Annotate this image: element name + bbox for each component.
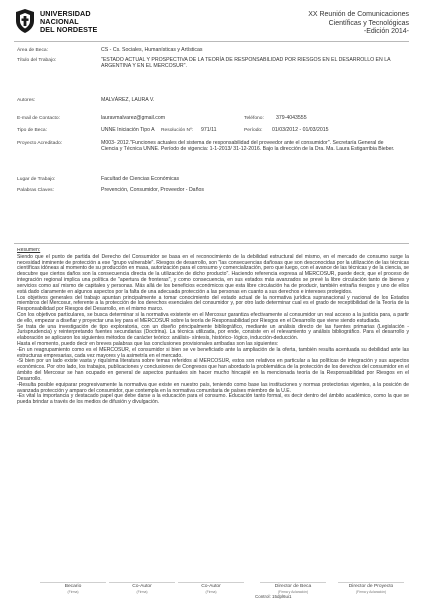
signature-name: Director de Proyecto [338,582,404,589]
university-name [40,10,97,34]
type-label: Tipo de Beca: [17,128,47,133]
abstract-paragraph: -Si bien por un lado existe vasta y riquísima literatura sobre temas referidos al MERCOSUR, estos son relativos en particular a las políticas de integración y sus aspectos económicos. Por otro lado, los trabajos, publicaciones y conclusiones de Congresos que han abordado la problemática de la protección de los derechos del consumidor en el ámbito del Mercosur se han ocupado en general de aspectos puntuales sin hacer mucho hincapié en la mencionada teoría de la Responsabilidad por Riesgos en el Desarrollo. [17,358,409,382]
university-name-line-1: UNIVERSIDAD [40,9,91,18]
abstract-title: Resumen: [17,248,41,253]
resolution-label: Resolución Nº: [161,128,194,133]
signature-name: Becario [40,582,106,589]
event-title [308,11,409,37]
signature-director-beca [260,582,326,594]
abstract-paragraph: Con los objetivos particulares, se busca determinar si la normativa existente en el Mercosur garantiza efectivamente al consumidor un real acceso a la justicia para, a partir de ello, empezar a diseñar y proyectar una ley para el MERCOSUR sobre la teoría de Responsabilidad por Riesgos en el Desarrollo que viene siendo estudiada. [17,311,409,324]
university-logo-icon [14,8,36,34]
period-value: 01/03/2012 - 01/03/2015 [272,127,329,133]
event-edition: -Edición 2014- [363,28,409,36]
signature-coautor-1 [109,582,175,594]
phone-label: Teléfono: [244,116,264,121]
title-label: Título del Trabajo: [17,58,57,63]
university-name-line-3: DEL NORDESTE [40,25,98,34]
signature-director-proyecto [338,582,404,594]
control-label: Control: [255,594,271,599]
phone-value: 379-4043555 [276,115,307,121]
control-value: 15dpl6ui1 [272,594,292,599]
area-label: Área de Beca: [17,48,48,53]
abstract-paragraph: -Resulta posible equiparar progresivamente la normativa que existe en nuestro país, teniendo como base las instituciones y normas protectorias vigentes, a la posición de avanzada protección y amparo del consumidor, que contempla en la normativa comunitaria de países miembro de la U.E. [17,381,409,394]
signature-coautor-2 [178,582,244,594]
keywords-label: Palabras Claves: [17,188,54,193]
abstract-section [17,248,409,568]
event-title-line-1: XX Reunión de Comunicaciones [308,11,409,18]
signature-subtitle: (Firma y Aclaración) [355,590,387,594]
abstract-paragraph: Se trata de una investigación de tipo exploratoria, con un diseño principalmente bibliográfico, mediante un análisis directo de las fuentes primarias (Legislación - Jurisprudencia) y reinterpretando fuentes secundarias (Doctrina). La técnica utilizada, por ende, consiste en el relevamiento y análisis bibliográfico. Para el desarrollo y elaboración se aplicaron los siguientes métodos de carácter teórico: análisis- síntesis, histórico- lógico, inducción-deducción. [17,323,409,342]
place-label: Lugar de Trabajo: [17,177,56,182]
resolution-value: 971/11 [201,127,217,133]
signature-subtitle: (Firma y Aclaración) [277,590,309,594]
place-value: Facultad de Ciencias Económicas [101,176,180,182]
email-label: E-mail de Contacto: [17,116,60,121]
period-label: Período: [244,128,263,133]
signature-subtitle: (Firma) [205,590,217,594]
keywords-value: Prevención, Consumidor, Proveedor - Daños [101,187,204,193]
university-name-line-2: NACIONAL [40,17,79,26]
control-code [255,594,292,599]
abstract-paragraph: Siendo que el punto de partida del Derecho del Consumidor se basa en el reconocimiento de la debilidad estructural del mismo, en el mercado de consumo surge la necesidad inminente de protección a ese "grupo vulnerable". Riesgos de desarrollo, son "las consecuencias dañosas que son desconocidas por la utilización de las técnicas científicas idóneas al momento de su producción en masa, autorización para el consumo y comercialización, pero que luego, con el avance de las técnicas y de la ciencia, se descubre que ciertos daños son la consecuencia directa de la utilización de dicho producto". Haciendo referencia expresa al MERCOSUR, puede decir, que el proceso de integración regional implica una política de "apertura de fronteras", y como consecuencia, en sus estados más avanzados se prevé la libre circulación tanto de bienes y servicios como así mismo de capitales y personas. Más allá de los beneficios económicos que esta libre circulación ha de producir, también entraña riesgos y uno de ellos está dado claramente en algunos aspectos por la falta de una adecuada protección a las personas en cuanto a sus derechos e intereses protegidos. [17,253,409,295]
signature-becario [40,582,106,594]
project-value: M003- 2012."Funciones actuales del sistema de responsabilidad del proveedor ante el consumidor". Secretaría General de Ciencia y Técnica UNNE. Período de vigencia: 1-1-2013/ 31-12-2016. Bajo la dirección de la Dra. Ma. Laura Estigarribia Bieber. [101,140,395,153]
authors-label: Autores: [17,98,36,103]
abstract-paragraph: Hasta el momento, puedo decir en breves palabras que las conclusiones provisionales arribadas son las siguientes: [17,341,279,347]
signature-subtitle: (Firma) [136,590,148,594]
abstract-divider [14,243,409,244]
abstract-paragraph: -En un reagrupamiento como es el MERCOSUR, el consumidor si bien se ve beneficiado ante la ampliación de la oferta, también resulta acentuada su debilidad ante las estructuras empresarias, cada vez mayores y la asimetría en el mercado. [17,346,409,359]
signature-name: Co-Autor [178,582,244,589]
authors-value: MALVÁREZ, LAURA V. [101,97,155,103]
event-title-line-2: Científicas y Tecnológicas [328,19,409,27]
type-value: UNNE Iniciación Tipo A [101,127,155,133]
signature-subtitle: (Firma) [67,590,79,594]
signature-name: Director de Beca [260,582,326,589]
abstract-paragraph: -Es vital la importancia y destacado papel que debe darse a la educación para el consumo. Educación tanto formal, es decir dentro del ámbito académico, como la que se pueda brindar a través de los medios de difusión y divulgación. [17,393,409,406]
email-value[interactable]: lauravmalvarez@gmail.com [101,115,166,121]
area-value: CS - Cs. Sociales, Humanísticas y Artísticas [101,47,203,53]
abstract-paragraph: Los objetivos generales del trabajo apuntan principalmente a tomar conocimiento del estado actual de la normativa jurídica supranacional y nacional de los Estados miembros del Mercosur, referente a la protección de los derechos esenciales del consumidor y, por otro lado determinar cual es el grado de receptibilidad de la Teoría de la Responsabilidad por Riesgos del Desarrollo, en el mismo marco. [17,294,409,313]
title-value: "ESTADO ACTUAL Y PROSPECTIVA DE LA TEORÍA DE RESPONSABILIDAD POR RIESGOS EN EL DESARROLLO EN LA ARGENTINA Y EN EL MERCOSUR". [101,57,391,70]
header-divider [14,41,409,42]
project-label: Proyecto Acreditado: [17,141,63,146]
signature-name: Co-Autor [109,582,175,589]
